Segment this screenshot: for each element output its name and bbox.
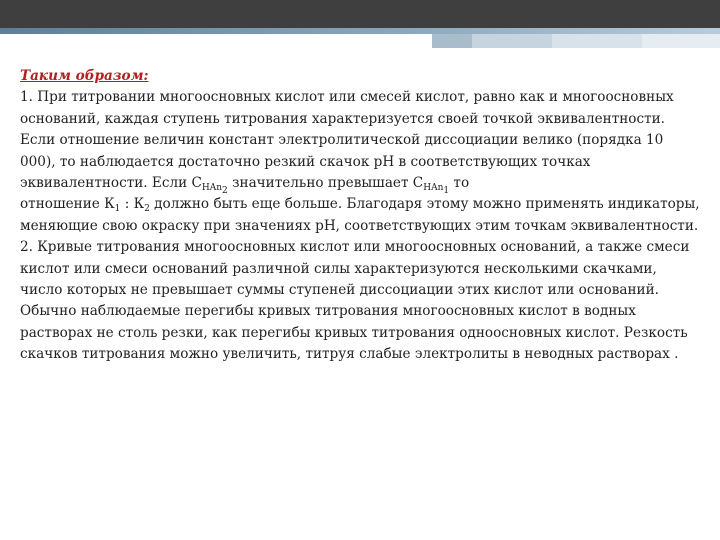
p1-text: 1. При титровании многоосновных кислот или смесей кислот, равно как и многоосновных оснований, каждая ступень титрования характеризуется своей точкой эквивалентности. Если отношение величин констант электролитической диссоциации велико (порядка 10 000), то наблюдается достаточно резкий скачок рН в соответствующих точках эквивалентности. Если С [20, 89, 674, 192]
subscript: 2 [144, 204, 150, 215]
paragraph-2: 2. Кривые титрования многоосновных кислот или многоосновных оснований, а также смеси кислот или смеси оснований различной силы характеризуются несколькими скачками, число которых не превышает суммы ступеней диссоциации этих кислот или оснований. Обычно наблюдаемые перегибы кривых титрования многоосновных кислот в водных растворах не столь резки, как перегибы кривых титрования одноосновных кислот. Резкость скачков титрования можно увеличить, титруя слабые электролиты в неводных растворах . [20, 239, 690, 363]
decor-block [552, 34, 642, 48]
slide-heading: Таким образом: [20, 68, 149, 84]
subscript: HAn2 [201, 183, 228, 197]
header-bar [0, 0, 720, 28]
p1-text: должно быть еще больше. Благодаря этому можно применять индикаторы, меняющие свою окраску при значениях рН, соответствующих этим точкам эквивалентности. [20, 196, 700, 234]
paragraph-1 [20, 87, 700, 237]
decor-block [432, 34, 472, 48]
header-decoration [432, 34, 720, 48]
subscript: 1 [114, 204, 121, 215]
decor-block [472, 34, 552, 48]
p1-text: отношение К [20, 196, 115, 213]
p1-text: значительно превышает С [227, 175, 424, 192]
slide-body [20, 66, 700, 366]
decor-block [642, 34, 720, 48]
p1-text: : К [120, 196, 145, 213]
subscript: HAn1 [423, 183, 450, 197]
p1-text: то [449, 175, 470, 192]
